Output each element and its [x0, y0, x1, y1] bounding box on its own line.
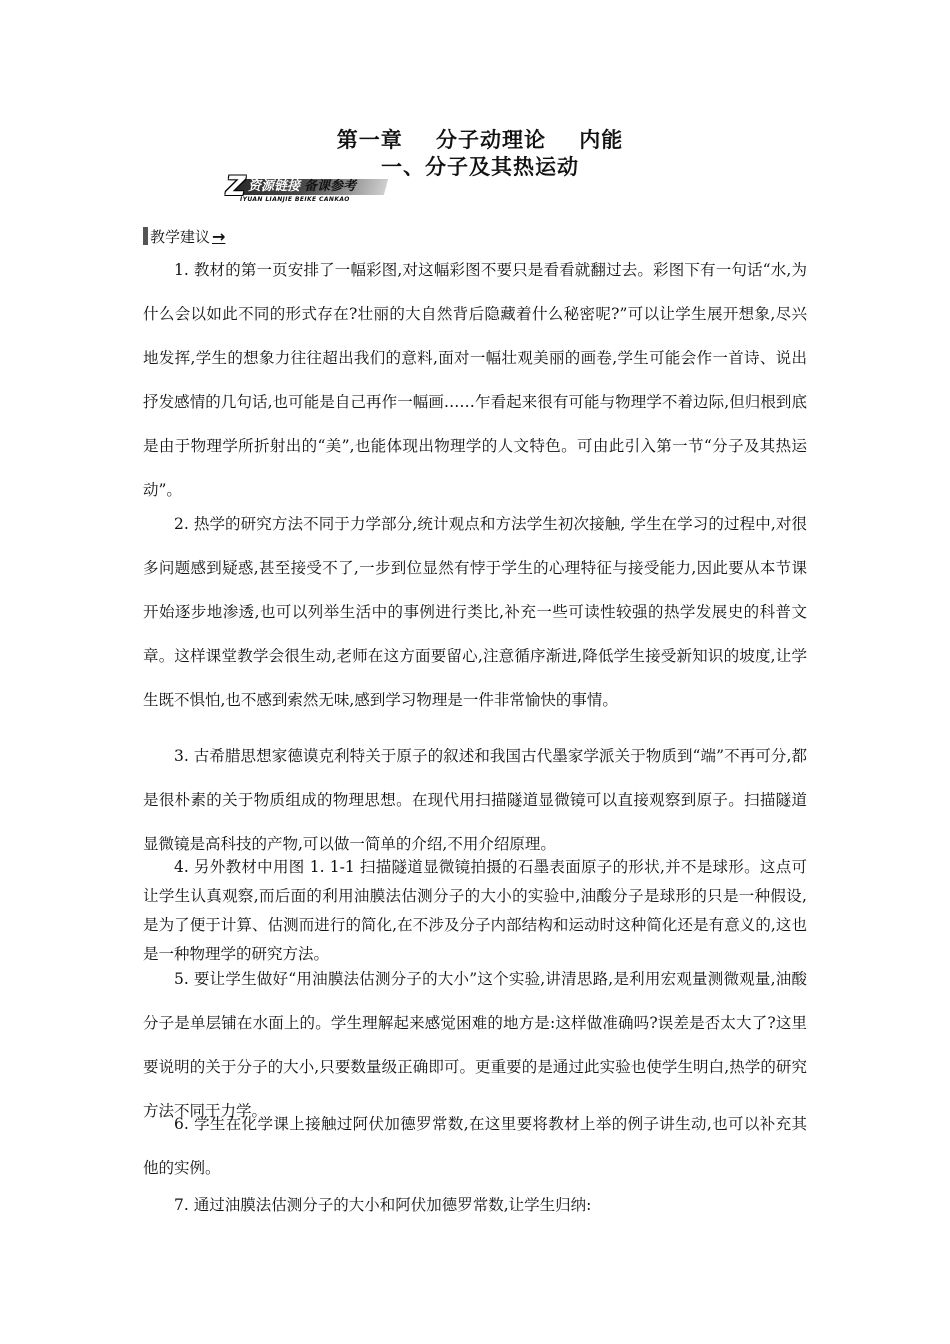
label-text: 教学建议 — [150, 227, 211, 246]
banner-title — [248, 179, 356, 195]
banner-pinyin: IYUAN LIANJIE BEIKE CANKAO — [240, 196, 350, 203]
suggestion-paragraph-3: 3. 古希腊思想家德谟克利特关于原子的叙述和我国古代墨家学派关于物质到“端”不再可分,都是很朴素的关于物质组成的物理思想。在现代用扫描隧道显微镜可以直接观察到原子。扫描隧道显微镜是高科技的产物,可以做一简单的介绍,不用介绍原理。 — [143, 747, 807, 853]
banner-sub-text: 备课参考 — [304, 179, 357, 194]
chapter-title: 第一章 分子动理论 内能 — [336, 128, 624, 152]
banner-logo-letter: Z — [226, 171, 246, 202]
suggestion-paragraph-2: 2. 热学的研究方法不同于力学部分,统计观点和方法学生初次接触, 学生在学习的过程中,对很多问题感到疑惑,甚至接受不了,一步到位显然有悖于学生的心理特征与接受能力,因此要从本节课开始逐步地渗透,也可以列举生活中的事例进行类比,补充一些可读性较强的热学发展史的科普文章。这样课堂教学会很生动,老师在这方面要留心,注意循序渐进,降低学生接受新知识的坡度,让学生既不惧怕,也不感到索然无味,感到学习物理是一件非常愉快的事情。 — [143, 515, 807, 709]
suggestion-paragraph-5: 5. 要让学生做好“用油膜法估测分子的大小”这个实验,讲清思路,是利用宏观量测微观量,油酸分子是单层铺在水面上的。学生理解起来感觉困难的地方是:这样做准确吗?误差是否太大了?这里要说明的关于分子的大小,只要数量级正确即可。更重要的是通过此实验也使学生明白,热学的研究方法不同于力学。 — [143, 970, 807, 1120]
label-marker — [143, 227, 148, 245]
section-title: 一、分子及其热运动 — [381, 155, 579, 179]
suggestion-paragraph-6: 6. 学生在化学课上接触过阿伏加德罗常数,在这里要将教材上举的例子讲生动,也可以补充其他的实例。 — [143, 1115, 807, 1177]
banner-main-text: 资源链接 — [248, 179, 301, 194]
suggestion-paragraph-1: 1. 教材的第一页安排了一幅彩图,对这幅彩图不要只是看看就翻过去。彩图下有一句话“水,为什么会以如此不同的形式存在?壮丽的大自然背后隐藏着什么秘密呢?”可以让学生展开想象,尽兴地发挥,学生的想象力往往超出我们的意料,面对一幅壮观美丽的画卷,学生可能会作一首诗、说出抒发感情的几句话,也可能是自己再作一幅画……乍看起来很有可能与物理学不着边际,但归根到底是由于物理学所折射出的“美”,也能体现出物理学的人文特色。可由此引入第一节“分子及其热运动”。 — [143, 261, 807, 499]
arrow-right-icon: → — [212, 226, 226, 246]
suggestion-paragraph-4: 4. 另外教材中用图 1. 1-1 扫描隧道显微镜拍摄的石墨表面原子的形状,并不是球形。这点可让学生认真观察,而后面的利用油膜法估测分子的大小的实验中,油酸分子是球形的只是一种假设,是为了便于计算、估测而进行的简化,在不涉及分子内部结构和运动时这种简化还是有意义的,这也是一种物理学的研究方法。 — [143, 858, 807, 963]
resource-link-banner — [226, 171, 388, 207]
teaching-suggestions-label — [143, 226, 225, 246]
suggestion-paragraph-7: 7. 通过油膜法估测分子的大小和阿伏加德罗常数,让学生归纳: — [174, 1196, 592, 1214]
